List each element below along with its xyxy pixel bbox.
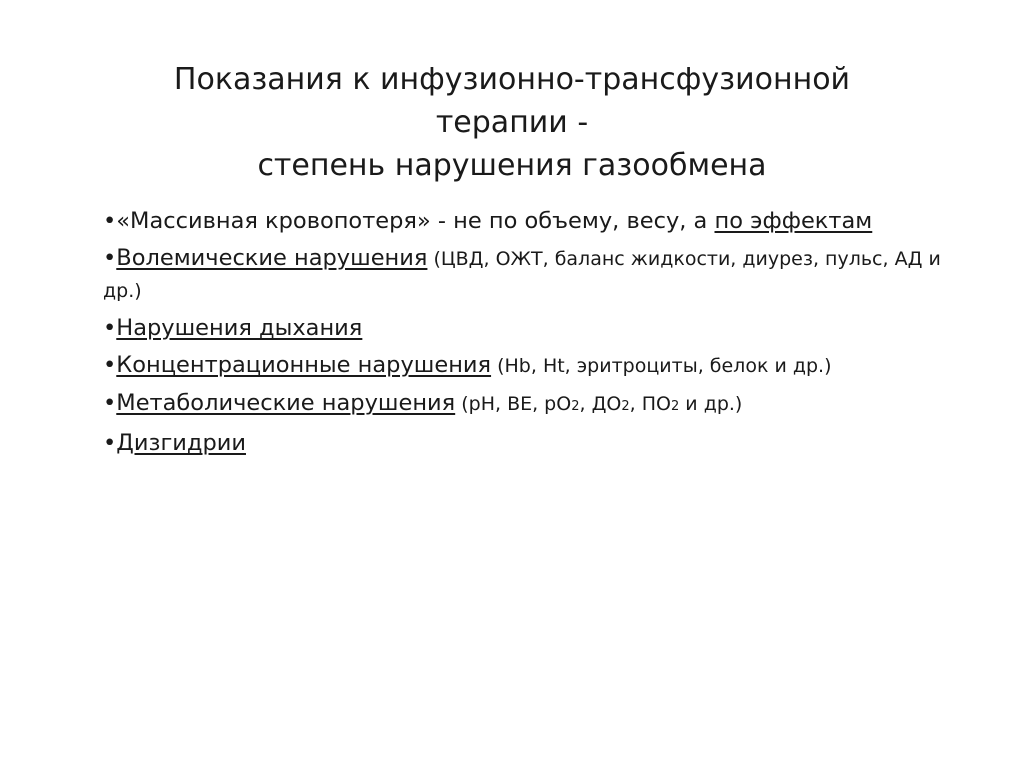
slide-title xyxy=(100,58,924,187)
detail-part: и др.) xyxy=(679,393,743,415)
bullet-mark: • xyxy=(103,352,117,378)
list-item xyxy=(103,428,973,459)
title-line-3: степень нарушения газообмена xyxy=(257,148,767,183)
detail-part: , ДО xyxy=(579,393,622,415)
subscript: 2 xyxy=(670,399,680,414)
detail-part: , ПО xyxy=(629,393,671,415)
subscript: 2 xyxy=(621,399,630,414)
bullet-mark: • xyxy=(103,390,117,416)
item-underlined-text: Метаболические нарушения xyxy=(116,390,456,416)
item-underlined-text: Нарушения дыхания xyxy=(116,315,363,341)
item-detail-text: (Hb, Ht, эритроциты, белок и др.) xyxy=(491,355,832,377)
item-lead-text: «Массивная кровопотеря» - не по объему, весу, а xyxy=(116,208,715,234)
item-underlined-text: Концентрационные нарушения xyxy=(116,352,492,378)
bullet-mark: • xyxy=(103,315,117,341)
bullet-mark: • xyxy=(103,208,117,234)
detail-part: (pH, BE, pO xyxy=(455,393,572,415)
item-underlined-text: по эффектам xyxy=(714,208,873,234)
title-line-1: Показания к инфузионно-трансфузионной xyxy=(173,62,851,97)
item-detail-text: (ЦВД, ОЖТ, баланс жидкости, диурез, пульс, АД и др.) xyxy=(103,248,941,302)
title-line-2: терапии - xyxy=(435,105,589,140)
item-underlined-text: Дизгидрии xyxy=(116,430,246,456)
bullet-list xyxy=(103,206,973,465)
item-underlined-text: Волемические нарушения xyxy=(116,245,428,271)
subscript: 2 xyxy=(571,399,580,414)
list-item xyxy=(103,243,973,307)
list-item xyxy=(103,206,973,237)
item-detail-text xyxy=(455,393,742,415)
list-item xyxy=(103,388,973,422)
list-item xyxy=(103,313,973,344)
bullet-mark: • xyxy=(103,245,117,271)
list-item xyxy=(103,350,973,382)
bullet-mark: • xyxy=(103,430,117,456)
